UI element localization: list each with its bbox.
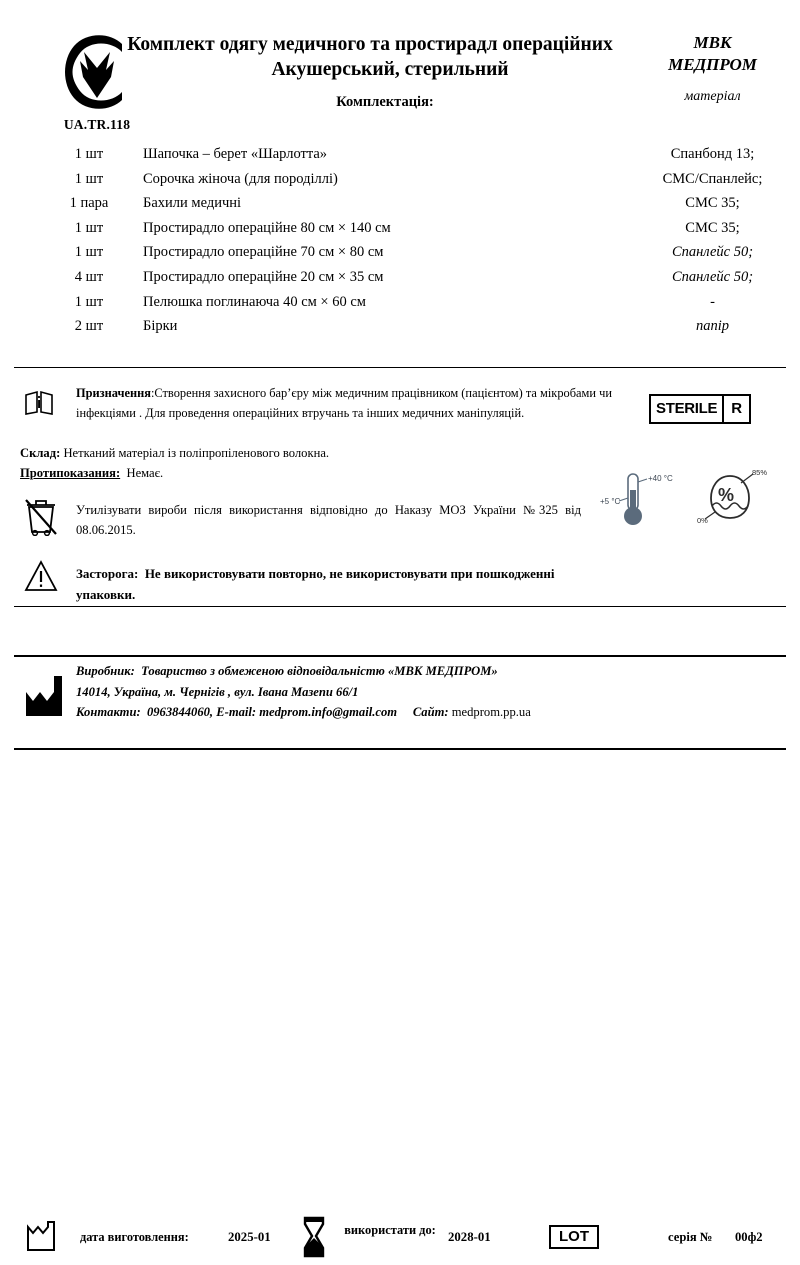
- manufacturer-address: 14014, Україна, м. Чернігів , вул. Івана Мазепи 66/1: [76, 684, 359, 699]
- use-by-value: 2028-01: [448, 1230, 491, 1244]
- composition-value: Нетканий матеріал із поліпропіленового волокна.: [63, 446, 330, 460]
- sterilization-method: R: [731, 400, 743, 417]
- site-label: Сайт:: [412, 705, 449, 719]
- humidity-limit-icon: [697, 468, 777, 535]
- contents-heading: Комплектація:: [336, 94, 434, 110]
- contacts-value: 0963844060, E-mail: medprom.info@gmail.com: [146, 705, 398, 719]
- contents-row: [0, 171, 800, 196]
- serial-value: 00ф2: [735, 1230, 763, 1244]
- item-name: Шапочка – берет «Шарлотта»: [143, 146, 328, 162]
- divider-top: [14, 367, 786, 368]
- contraindications-row: [20, 466, 163, 481]
- title-block: [120, 32, 620, 111]
- use-by-label: використати до:: [344, 1223, 436, 1237]
- manufacture-date-icon: [24, 1219, 58, 1258]
- temperature-limit-icon: [600, 468, 680, 535]
- item-material: папір: [695, 318, 730, 335]
- material-heading: матеріал: [684, 89, 741, 104]
- composition-label: Склад:: [20, 446, 61, 460]
- item-quantity: 1 шт: [74, 146, 104, 162]
- serial-label: серія №: [668, 1230, 713, 1244]
- item-name: Бахили медичні: [143, 195, 242, 212]
- sterile-badge: [649, 394, 751, 424]
- item-name: Пелюшка поглинаюча 40 см × 60 см: [143, 293, 366, 310]
- purpose-description: :Створення захисного бар’єру між медичним працівником (пацієнтом) та мікробами чи інфекціями . Для проведення операційних втручань та інших медичних маніпуляцій.: [76, 386, 612, 420]
- manufacturer-label: Виробник:: [76, 664, 135, 678]
- warning-description: Не використовувати повторно, не використовувати при пошкодженні упаковки.: [76, 566, 555, 602]
- item-material: Спанлейс 50;: [671, 268, 754, 285]
- contraindications-value: Немає.: [126, 466, 164, 480]
- composition-row: [20, 446, 329, 461]
- temp-min-label: +5 °C: [600, 497, 621, 506]
- item-quantity: 1 пара: [69, 195, 109, 212]
- contents-row: [0, 294, 800, 319]
- do-not-dispose-household-icon: [24, 498, 58, 541]
- consult-instructions-icon: [24, 389, 54, 420]
- contents-row: [0, 318, 800, 343]
- lot-badge: LOT: [549, 1225, 599, 1249]
- certification-code: UA.TR.118: [63, 117, 131, 132]
- purpose-label: Призначення: [76, 386, 151, 400]
- contraindications-label: Протипоказания:: [20, 466, 121, 480]
- item-quantity: 2 шт: [74, 318, 104, 335]
- site-value: medprom.pp.ua: [451, 705, 531, 719]
- use-by-hourglass-icon: [300, 1216, 328, 1265]
- warning-label: Засторога:: [76, 566, 139, 581]
- item-quantity: 1 шт: [74, 170, 104, 187]
- warning-text: [76, 563, 576, 605]
- item-material: СМС 35;: [685, 195, 740, 212]
- manufacturer-factory-icon: [24, 672, 64, 723]
- sterile-label: STERILE: [656, 400, 718, 417]
- contents-row: [0, 244, 800, 269]
- contents-row: [0, 195, 800, 220]
- item-name: Сорочка жіноча (для породіллі): [143, 170, 338, 187]
- item-quantity: 1 шт: [74, 219, 104, 236]
- contacts-label: Контакти:: [76, 705, 141, 719]
- contents-list: [0, 146, 800, 343]
- humidity-max-label: 85%: [752, 468, 768, 477]
- svg-text:%: %: [718, 485, 735, 505]
- item-name: Простирадло операційне 70 см × 80 см: [143, 244, 384, 261]
- manufacture-date-value: 2025-01: [228, 1230, 271, 1244]
- item-material: Спанбонд 13;: [670, 146, 755, 162]
- caution-triangle-icon: [24, 560, 58, 597]
- item-name: Бірки: [143, 318, 178, 335]
- item-material: СМС 35;: [685, 219, 740, 236]
- label-header: [0, 26, 800, 141]
- disposal-text: Утилізувати вироби після використання відповідно до Наказу МОЗ України №325 від 08.06.2015.: [76, 503, 581, 537]
- brand-name-line1: МВК: [693, 33, 732, 52]
- divider-footer-top: [14, 655, 786, 657]
- manufacturer-line1: [76, 661, 776, 682]
- manufacturer-contacts-line: [76, 702, 776, 723]
- manufacturer-name: Товариство з обмеженою відповідальністю «МВК МЕДПРОМ»: [141, 664, 498, 678]
- product-title-line2: Акушерський, стерильний: [271, 59, 509, 80]
- manufacturer-block: [76, 661, 776, 723]
- brand-block: [630, 32, 795, 105]
- item-name: Простирадло операційне 80 см × 140 см: [143, 219, 391, 236]
- item-material: СМС/Спанлейс;: [662, 170, 763, 187]
- brand-name-line2: МЕДПРОМ: [668, 55, 757, 74]
- item-material: Спанлейс 50;: [671, 244, 754, 261]
- divider-bottom: [14, 748, 786, 750]
- item-quantity: 1 шт: [74, 293, 104, 310]
- item-quantity: 1 шт: [74, 244, 104, 261]
- contents-row: [0, 220, 800, 245]
- contents-row: [0, 269, 800, 294]
- product-title-line1: Комплект одягу медичного та простирадл операційних: [127, 34, 613, 55]
- manufacture-date-label: дата виготовлення:: [80, 1230, 189, 1244]
- purpose-text: [76, 384, 621, 423]
- item-quantity: 4 шт: [74, 268, 104, 285]
- contents-row: [0, 146, 800, 171]
- item-material: -: [710, 293, 715, 310]
- item-name: Простирадло операційне 20 см × 35 см: [143, 268, 384, 285]
- humidity-min-label: 0%: [697, 516, 708, 525]
- temp-max-label: +40 °C: [648, 474, 673, 483]
